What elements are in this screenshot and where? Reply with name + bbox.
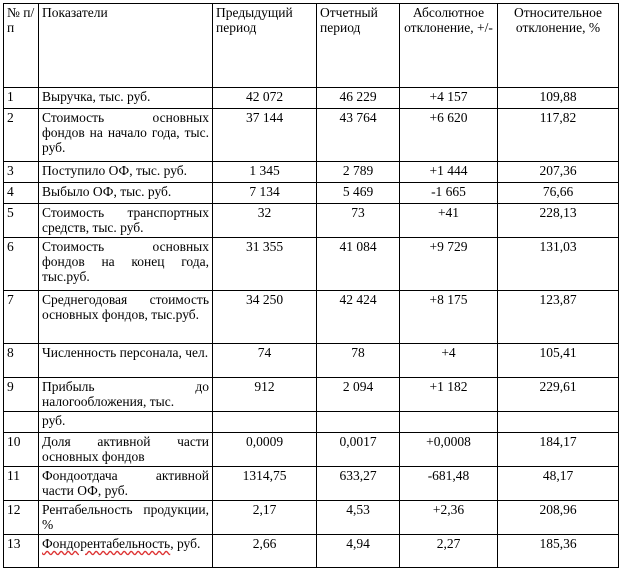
row-curr: 2 789 <box>317 162 400 183</box>
table-row <box>4 344 619 378</box>
header-abs: Абсолютное отклонение, +/- <box>400 4 498 88</box>
row-prev: 74 <box>213 344 317 378</box>
table-row <box>4 291 619 344</box>
row-abs <box>400 412 498 433</box>
table-row <box>4 501 619 535</box>
row-rel: 185,36 <box>498 535 619 568</box>
row-abs: +1 182 <box>400 378 498 412</box>
row-rel: 117,82 <box>498 109 619 162</box>
row-rel: 228,13 <box>498 204 619 238</box>
row-name: Среднегодовая стоимость основных фондов, тыс.руб. <box>39 291 213 344</box>
row-name: Стоимость основных фондов на начало года, тыс. руб. <box>39 109 213 162</box>
row-rel: 207,36 <box>498 162 619 183</box>
row-num: 10 <box>4 433 39 467</box>
table-row <box>4 183 619 204</box>
row-curr: 5 469 <box>317 183 400 204</box>
row-prev: 7 134 <box>213 183 317 204</box>
row-prev: 0,0009 <box>213 433 317 467</box>
row-num <box>4 412 39 433</box>
row-rel: 105,41 <box>498 344 619 378</box>
row-num: 9 <box>4 378 39 412</box>
row-num: 1 <box>4 88 39 109</box>
row-name: Выручка, тыс. руб. <box>39 88 213 109</box>
row-num: 7 <box>4 291 39 344</box>
row-num: 11 <box>4 467 39 501</box>
row-abs: +4 <box>400 344 498 378</box>
row-rel: 76,66 <box>498 183 619 204</box>
row-curr: 4,94 <box>317 535 400 568</box>
table-row <box>4 535 619 568</box>
table-row <box>4 433 619 467</box>
row-rel: 48,17 <box>498 467 619 501</box>
table-row <box>4 109 619 162</box>
row-curr: 42 424 <box>317 291 400 344</box>
row-abs: +9 729 <box>400 238 498 291</box>
row-name: руб. <box>39 412 213 433</box>
row-curr: 41 084 <box>317 238 400 291</box>
row-curr: 633,27 <box>317 467 400 501</box>
row-abs: -681,48 <box>400 467 498 501</box>
row-rel: 184,17 <box>498 433 619 467</box>
row-name: Рентабельность продукции, % <box>39 501 213 535</box>
table-row <box>4 204 619 238</box>
row-num: 8 <box>4 344 39 378</box>
row-abs: +2,36 <box>400 501 498 535</box>
table-row <box>4 412 619 433</box>
row-abs: 2,27 <box>400 535 498 568</box>
row-rel: 131,03 <box>498 238 619 291</box>
table-row <box>4 467 619 501</box>
row-name: Доля активной части основных фондов <box>39 433 213 467</box>
row-name: Прибыль до налогообложения, тыс. <box>39 378 213 412</box>
row-prev: 34 250 <box>213 291 317 344</box>
row-prev <box>213 412 317 433</box>
row-num: 2 <box>4 109 39 162</box>
row-curr: 4,53 <box>317 501 400 535</box>
row-num: 6 <box>4 238 39 291</box>
row-prev: 2,66 <box>213 535 317 568</box>
row-abs: +1 444 <box>400 162 498 183</box>
header-prev: Предыдущий период <box>213 4 317 88</box>
row-abs: +41 <box>400 204 498 238</box>
row-prev: 37 144 <box>213 109 317 162</box>
row-rel <box>498 412 619 433</box>
row-name: Численность персонала, чел. <box>39 344 213 378</box>
row-prev: 1 345 <box>213 162 317 183</box>
row-abs: +4 157 <box>400 88 498 109</box>
row-name: Стоимость транспортных средств, тыс. руб. <box>39 204 213 238</box>
indicators-table <box>3 3 619 568</box>
row-rel: 109,88 <box>498 88 619 109</box>
row-abs: -1 665 <box>400 183 498 204</box>
row-num: 4 <box>4 183 39 204</box>
row-rel: 208,96 <box>498 501 619 535</box>
row-prev: 31 355 <box>213 238 317 291</box>
header-num: № п/п <box>4 4 39 88</box>
row-name: Выбыло ОФ, тыс. руб. <box>39 183 213 204</box>
row-curr: 73 <box>317 204 400 238</box>
row-name: Стоимость основных фондов на конец года, тыс.руб. <box>39 238 213 291</box>
row-curr: 78 <box>317 344 400 378</box>
header-rel: Относительное отклонение, % <box>498 4 619 88</box>
row-prev: 2,17 <box>213 501 317 535</box>
header-row <box>4 4 619 88</box>
row-curr <box>317 412 400 433</box>
row-name <box>39 535 213 568</box>
row-num: 13 <box>4 535 39 568</box>
row-prev: 1314,75 <box>213 467 317 501</box>
row-num: 5 <box>4 204 39 238</box>
table-row <box>4 378 619 412</box>
table-row <box>4 162 619 183</box>
row-abs: +0,0008 <box>400 433 498 467</box>
row-name-unit: , руб. <box>170 536 201 551</box>
row-prev: 912 <box>213 378 317 412</box>
row-prev: 32 <box>213 204 317 238</box>
row-abs: +6 620 <box>400 109 498 162</box>
row-name: Поступило ОФ, тыс. руб. <box>39 162 213 183</box>
row-name-spellcheck-word: Фондорентабельность <box>42 536 171 551</box>
row-curr: 43 764 <box>317 109 400 162</box>
row-rel: 229,61 <box>498 378 619 412</box>
row-abs: +8 175 <box>400 291 498 344</box>
row-curr: 46 229 <box>317 88 400 109</box>
row-prev: 42 072 <box>213 88 317 109</box>
row-curr: 2 094 <box>317 378 400 412</box>
header-name: Показатели <box>39 4 213 88</box>
row-name: Фондоотдача активной части ОФ, руб. <box>39 467 213 501</box>
table-row <box>4 88 619 109</box>
row-num: 3 <box>4 162 39 183</box>
row-rel: 123,87 <box>498 291 619 344</box>
row-curr: 0,0017 <box>317 433 400 467</box>
header-curr: Отчетный период <box>317 4 400 88</box>
row-num: 12 <box>4 501 39 535</box>
table-row <box>4 238 619 291</box>
